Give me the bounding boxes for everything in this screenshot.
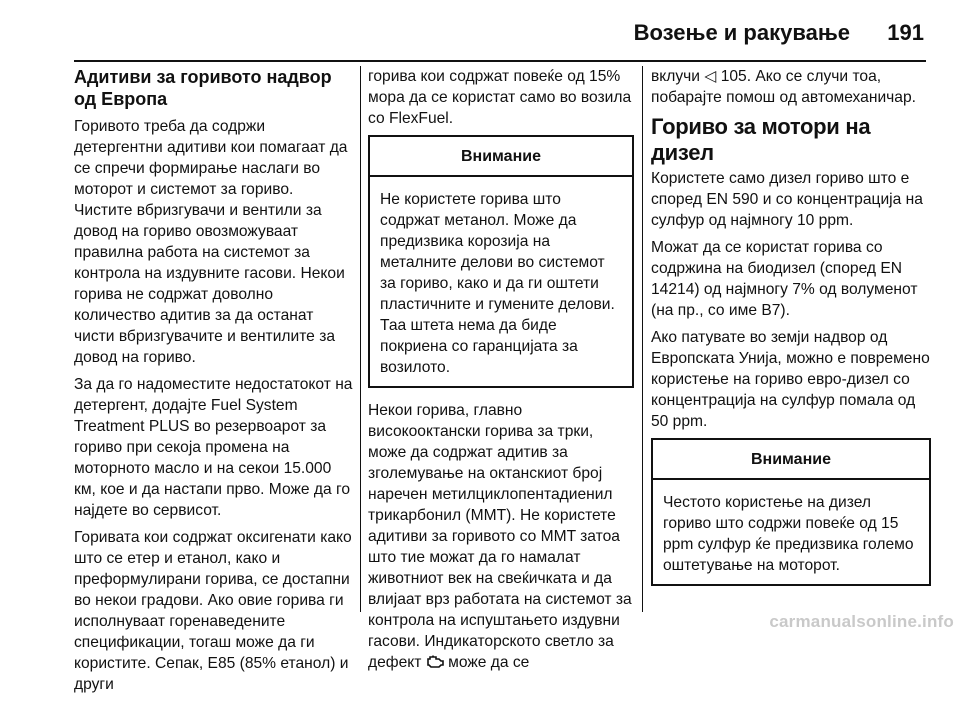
page-number: 191 [887,20,924,45]
paragraph: Горивото треба да содржи детергентни адитиви кои помагаат да се спречи формирање наслаги во моторот и системот за гориво. Чистите вбризгувачи и вентили за довод на гориво овозможуваат правилна работа на системот за контрола на издувните гасови. Некои горива не содржат доволно количество адитив за да останат чисти вбризгувачите и вентилите за довод на гориво. [74,118,348,366]
column-2 [368,66,634,679]
paragraph: Можат да се користат горива со содржина на биодизел (според EN 14214) од најмногу 7% од волуменот (на пр., со име B7). [651,239,918,319]
paragraph: Ако патувате во земји надвор од Европската Унија, можно е повремено користење на гориво евро-дизел со концентрација на сулфур помала од 50 ppm. [651,329,930,430]
check-engine-icon [426,652,444,673]
paragraph: Горивата кои содржат оксигенати како што се етер и етанол, како и преформулирани горива, се достапни во некои градови. Ако овие горива ги исполнуваат горенаведените спецификации, тогаш може да ги користите. Сепак, Е85 (85% етанол) и други [74,529,352,693]
paragraph [651,66,931,108]
page-header [0,0,960,62]
warning-notice-box [651,438,931,586]
running-header-title: Возење и ракување [633,20,850,45]
paragraph-text: 105. Ако се случи тоа, побарајте помош од автомеханичар. [651,68,916,106]
paragraph: За да го надоместите недостатокот на детергент, додајте Fuel System Treatment PLUS во резервоарот за гориво при секоја промена на моторното масло и на секои 15.000 км, кое и да настапи прво. Може да го најдете во сервисот. [74,376,353,519]
watermark: carmanualsonline.info [769,612,954,631]
page-reference-icon: ◁ [704,68,717,85]
section-heading-additives: Адитиви за горивото надвор од Европа [74,67,332,109]
column-1 [74,66,356,701]
paragraph-text: Некои горива, главно високооктански горива за трки, може да содржат адитив за зголемување на октанскиот број наречен метилциклопентадиенил трикарбонил (MMT). Не користете адитиви за горивото со MMT затоа што тие можат да го намалат животниот век на свеќичката и да влијаат врз работата на системот за контрола на испуштањето издувни гасови. Индикаторското светло за дефект [368,402,632,671]
column-3 [651,66,931,598]
paragraph: горива кои содржат повеќе од 15% мора да се користат само во возила со FlexFuel. [368,68,632,127]
notice-title: Внимание [653,440,929,480]
paragraph-text: може да се [448,654,530,671]
paragraph: Користете само дизел гориво што е според EN 590 и со концентрација на сулфур од најмногу 10 ppm. [651,170,923,229]
section-heading-diesel: Гориво за мотори на дизел [651,114,871,165]
paragraph-text: вклучи [651,68,701,85]
column-divider-1 [360,66,361,612]
notice-body: Не користете горива што содржат метанол. Може да предизвика корозија на металните делови во системот за гориво, како и да ги оштети пластичните и гумените делови. Таа штета нема да биде покриена со гаранцијата за возилото. [380,191,615,376]
notice-body: Честото користење на дизел гориво што содржи повеќе од 15 ppm сулфур ќе предизвика големо оштетување на моторот. [663,494,914,574]
notice-title: Внимание [370,137,632,177]
header-divider [74,60,926,62]
warning-notice-box [368,135,634,388]
paragraph-mmt [368,400,634,673]
column-divider-2 [642,66,643,612]
